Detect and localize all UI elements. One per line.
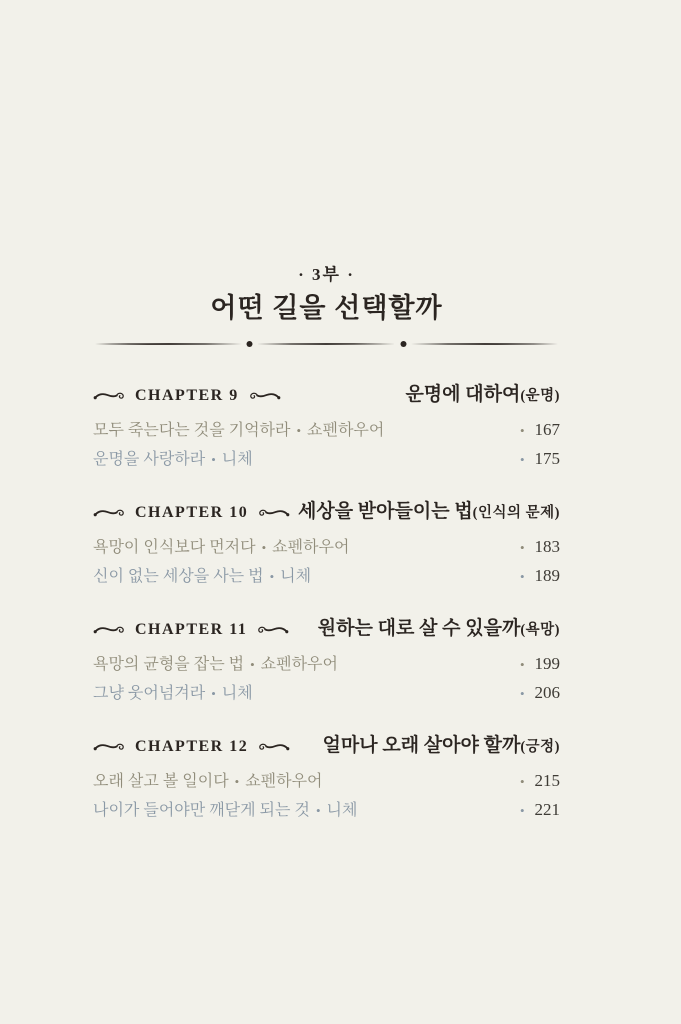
chapter-items [93,767,560,825]
chapter-label [93,502,290,524]
separator-bullet: • [211,686,216,701]
page-number: 199 [534,654,560,673]
chapter-head [93,384,560,407]
toc-item-text [93,768,323,796]
chapter-section [93,501,560,591]
page-reference [520,445,560,474]
part-label: · 3부 · [298,265,355,284]
chapter-items [93,533,560,591]
toc-item-author: 니체 [221,685,253,702]
toc-item-text [93,680,253,708]
separator-bullet: • [269,569,275,584]
toc-item-title: 모두 죽는다는 것을 기억하라 [93,422,291,439]
page-bullet: • [519,452,525,467]
page-reference [520,533,560,562]
flourish-left-icon [93,506,126,519]
chapter-items [93,650,560,708]
toc-item [93,562,560,591]
page-number: 175 [534,449,560,468]
chapter-title-note: (욕망) [520,622,560,638]
flourish-right-icon [248,389,281,402]
chapter-head [93,501,560,524]
toc-item [93,533,560,562]
chapter-title-text: 얼마나 오래 살아야 할까 [322,735,521,756]
book-toc-page [93,0,560,825]
section-divider [93,339,560,349]
page-bullet: • [519,657,525,672]
toc-item-title: 나이가 들어야만 깨닫게 되는 것 [93,802,310,819]
page-number: 206 [534,683,560,702]
toc-item-title: 운명을 사랑하라 [93,451,206,468]
page-number: 183 [534,537,560,556]
page-bullet: • [519,686,525,701]
toc-item-text [93,563,311,591]
separator-bullet: • [261,540,267,555]
separator-bullet: • [211,452,216,467]
separator-bullet: • [315,803,321,818]
page-reference [520,767,560,796]
separator-bullet: • [296,423,302,438]
toc-item [93,796,560,825]
chapter-title [405,384,560,407]
flourish-right-icon [257,506,290,519]
toc-item-author: 쇼펜하우어 [245,773,323,790]
chapter-title-note: (인식의 문제) [472,505,560,521]
chapter-head [93,735,560,758]
flourish-left-icon [93,623,126,636]
toc-item-text [93,797,357,825]
chapter-title [318,618,560,641]
toc-item-title: 욕망의 균형을 잡는 법 [93,656,245,673]
toc-item-text [93,651,338,679]
page-reference [520,679,560,708]
flourish-left-icon [93,389,126,402]
chapter-title-note: (긍정) [520,739,560,755]
chapter-label-text: CHAPTER 9 [135,386,239,404]
chapter-label-text: CHAPTER 10 [135,503,249,521]
toc-item-author: 쇼펜하우어 [260,656,338,673]
flourish-left-icon [93,740,126,753]
chapter-title [298,501,560,524]
page-number: 215 [534,771,560,790]
toc-item-text [93,534,349,562]
chapter-label [93,385,281,407]
toc-item [93,650,560,679]
toc-item-text [93,446,253,474]
toc-item-title: 욕망이 인식보다 먼저다 [93,539,256,556]
chapter-title-text: 원하는 대로 살 수 있을까 [317,618,521,639]
chapter-title [323,735,560,758]
chapter-section [93,735,560,825]
separator-bullet: • [250,657,255,672]
chapter-items [93,416,560,474]
chapter-section [93,618,560,708]
page-reference [520,562,560,591]
toc-item [93,679,560,708]
chapter-title-text: 운명에 대하여 [405,384,521,405]
chapter-label-text: CHAPTER 11 [135,620,248,638]
toc-item-title: 그냥 웃어넘겨라 [93,685,206,702]
toc-item-author: 니체 [221,451,253,468]
flourish-right-icon [257,740,290,753]
toc-item-title: 신이 없는 세상을 사는 법 [93,568,264,585]
chapter-section [93,384,560,474]
chapter-head [93,618,560,641]
toc-item-text [93,417,384,445]
chapter-title-text: 세상을 받아들이는 법 [297,501,473,522]
page-bullet: • [519,803,525,818]
page-number: 221 [534,800,560,819]
toc-item [93,445,560,474]
toc-item [93,416,560,445]
toc-item-author: 쇼펜하우어 [307,422,385,439]
page-reference [520,650,560,679]
chapter-label [93,619,289,641]
page-reference [520,796,560,825]
page-bullet: • [519,774,525,789]
chapter-title-note: (운명) [520,388,560,404]
page-bullet: • [519,540,525,555]
chapter-label [93,736,290,758]
flourish-right-icon [256,623,289,636]
part-title: 어떤 길을 선택할까 [210,293,443,323]
toc-item [93,767,560,796]
toc-item-author: 니체 [280,568,312,585]
page-number: 189 [534,566,560,585]
page-bullet: • [519,569,525,584]
chapter-label-text: CHAPTER 12 [135,737,249,755]
page-reference [520,416,560,445]
page-number: 167 [534,420,560,439]
toc-item-author: 니체 [326,802,358,819]
chapter-list [93,384,560,825]
toc-item-author: 쇼펜하우어 [272,539,350,556]
toc-item-title: 오래 살고 볼 일이다 [93,773,229,790]
separator-bullet: • [234,774,240,789]
page-bullet: • [519,423,525,438]
